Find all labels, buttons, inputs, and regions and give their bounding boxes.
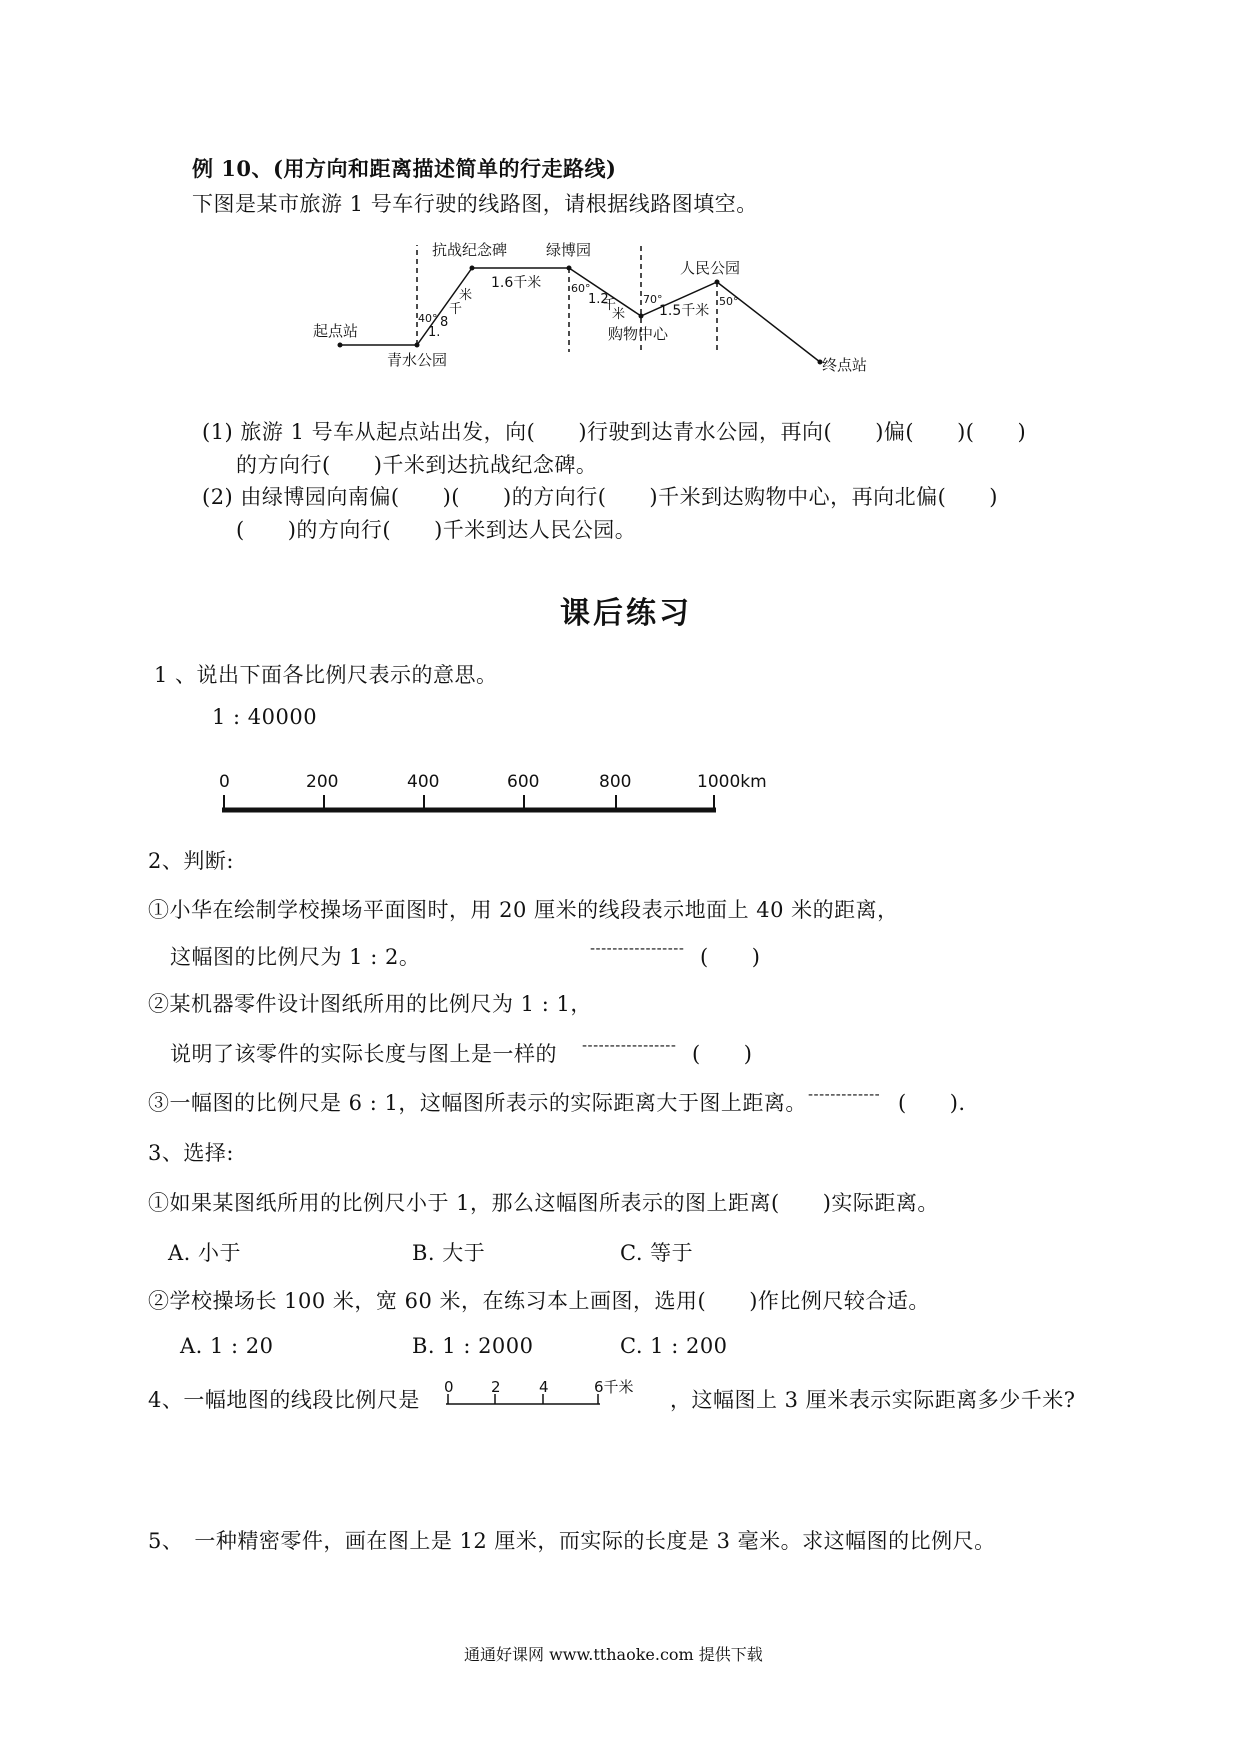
practice-title: 课后练习 bbox=[560, 596, 692, 631]
label-lvbo: 绿博园 bbox=[546, 241, 592, 259]
p2-item2-line1: ②某机器零件设计图纸所用的比例尺为 1 : 1， bbox=[148, 992, 592, 1016]
p5-text: 5、 一种精密零件，画在图上是 12 厘米，而实际的长度是 3 毫米。求这幅图的比例尺。 bbox=[148, 1529, 996, 1553]
seg-qk-3: 千 bbox=[449, 302, 463, 317]
p2-item1-dash: ----------------- bbox=[590, 941, 685, 957]
seg-lg-2: 千 bbox=[603, 298, 617, 313]
p3-item2-option-c: C. 1 : 200 bbox=[620, 1334, 728, 1358]
seg-qk-2: 8 bbox=[440, 315, 449, 330]
label-kangzhan: 抗战纪念碑 bbox=[432, 241, 508, 259]
p1-scale-label-800: 800 bbox=[599, 772, 632, 792]
p2-item2-paren: ( ) bbox=[692, 1042, 753, 1066]
label-start: 起点站 bbox=[313, 322, 359, 340]
example-heading: 例 10、(用方向和距离描述简单的行走路线) bbox=[192, 156, 617, 181]
p4-scale-label-0: 0 bbox=[444, 1378, 454, 1396]
p4-scale-label-6: 6千米 bbox=[594, 1378, 634, 1396]
seg-gouwu-renmin: 1.5千米 bbox=[659, 303, 710, 319]
p2-item2-line2: 说明了该零件的实际长度与图上是一样的 bbox=[170, 1042, 557, 1066]
node-kangzhan bbox=[470, 266, 475, 271]
p2-heading: 2、判断: bbox=[148, 849, 234, 873]
node-gouwu bbox=[639, 314, 644, 319]
p4-line-scale bbox=[440, 1374, 670, 1414]
p2-item2-dash: ----------------- bbox=[582, 1038, 677, 1054]
p2-item3-paren: ( ). bbox=[898, 1091, 966, 1115]
p1-text: 1 、说出下面各比例尺表示的意思。 bbox=[154, 663, 498, 687]
example-q2-line1: (2) 由绿博园向南偏( )( )的方向行( )千米到达购物中心，再向北偏( ) bbox=[202, 485, 998, 509]
example-q1-line1: (1) 旅游 1 号车从起点站出发，向( )行驶到达青水公园，再向( )偏( )( ) bbox=[202, 420, 1027, 444]
seg-lg-3: 米 bbox=[612, 307, 626, 322]
example-q2-line2: ( )的方向行( )千米到达人民公园。 bbox=[236, 518, 637, 542]
angle-qingshui: 40° bbox=[418, 312, 438, 325]
node-qingshui bbox=[415, 343, 420, 348]
p3-item1-option-b: B. 大于 bbox=[412, 1241, 486, 1265]
p1-ratio: 1 : 40000 bbox=[212, 705, 318, 729]
p1-line-scale bbox=[0, 760, 800, 820]
p3-item2: ②学校操场长 100 米，宽 60 米，在练习本上画图，选用( )作比例尺较合适。 bbox=[148, 1289, 930, 1313]
p1-scale-label-400: 400 bbox=[407, 772, 440, 792]
p3-item2-option-b: B. 1 : 2000 bbox=[412, 1334, 534, 1358]
p4-scale-label-2: 2 bbox=[491, 1378, 501, 1396]
page-footer: 通通好课网 www.tthaoke.com 提供下载 bbox=[464, 1645, 763, 1664]
label-qingshui: 青水公园 bbox=[387, 351, 448, 369]
p2-item1-line2: 这幅图的比例尺为 1 : 2。 bbox=[170, 945, 421, 969]
p1-scale-label-200: 200 bbox=[306, 772, 339, 792]
p4-before: 4、一幅地图的线段比例尺是 bbox=[148, 1388, 420, 1412]
label-renmin: 人民公园 bbox=[680, 259, 741, 277]
example-q1-line2: 的方向行( )千米到达抗战纪念碑。 bbox=[236, 453, 598, 477]
node-lvbo bbox=[567, 266, 572, 271]
p3-item1-option-a: A. 小于 bbox=[168, 1241, 242, 1265]
seg-kangzhan-lvbo: 1.6千米 bbox=[491, 275, 542, 291]
angle-gouwu: 70° bbox=[643, 293, 663, 306]
seg-lg-1: 1.2 bbox=[588, 292, 609, 307]
p2-item3-line1: ③一幅图的比例尺是 6 : 1，这幅图所表示的实际距离大于图上距离。 bbox=[148, 1091, 807, 1115]
p2-item1-line1: ①小华在绘制学校操场平面图时，用 20 厘米的线段表示地面上 40 米的距离， bbox=[148, 898, 899, 922]
p3-item2-option-a: A. 1 : 20 bbox=[180, 1334, 274, 1358]
node-start bbox=[338, 343, 343, 348]
label-end: 终点站 bbox=[822, 356, 868, 374]
p4-scale-label-4: 4 bbox=[539, 1378, 549, 1396]
route-map bbox=[0, 0, 1240, 380]
p1-scale-label-600: 600 bbox=[507, 772, 540, 792]
p3-item1-option-c: C. 等于 bbox=[620, 1241, 694, 1265]
p4-after: ，这幅图上 3 厘米表示实际距离多少千米? bbox=[670, 1388, 1076, 1412]
seg-qk-1: 1. bbox=[428, 325, 441, 340]
label-gouwu: 购物中心 bbox=[608, 325, 669, 343]
p3-item1: ①如果某图纸所用的比例尺小于 1，那么这幅图所表示的图上距离( )实际距离。 bbox=[148, 1191, 939, 1215]
node-renmin bbox=[715, 280, 720, 285]
p3-heading: 3、选择: bbox=[148, 1141, 234, 1165]
example-intro: 下图是某市旅游 1 号车行驶的线路图，请根据线路图填空。 bbox=[192, 192, 758, 216]
p2-item1-paren: ( ) bbox=[700, 945, 761, 969]
angle-lvbo: 60° bbox=[571, 282, 591, 295]
p1-scale-label-0: 0 bbox=[219, 772, 230, 792]
seg-qk-4: 米 bbox=[459, 288, 473, 303]
p2-item3-dash: ------------- bbox=[808, 1087, 881, 1103]
p1-scale-label-1000km: 1000km bbox=[697, 772, 767, 792]
angle-renmin: 50° bbox=[719, 295, 739, 308]
